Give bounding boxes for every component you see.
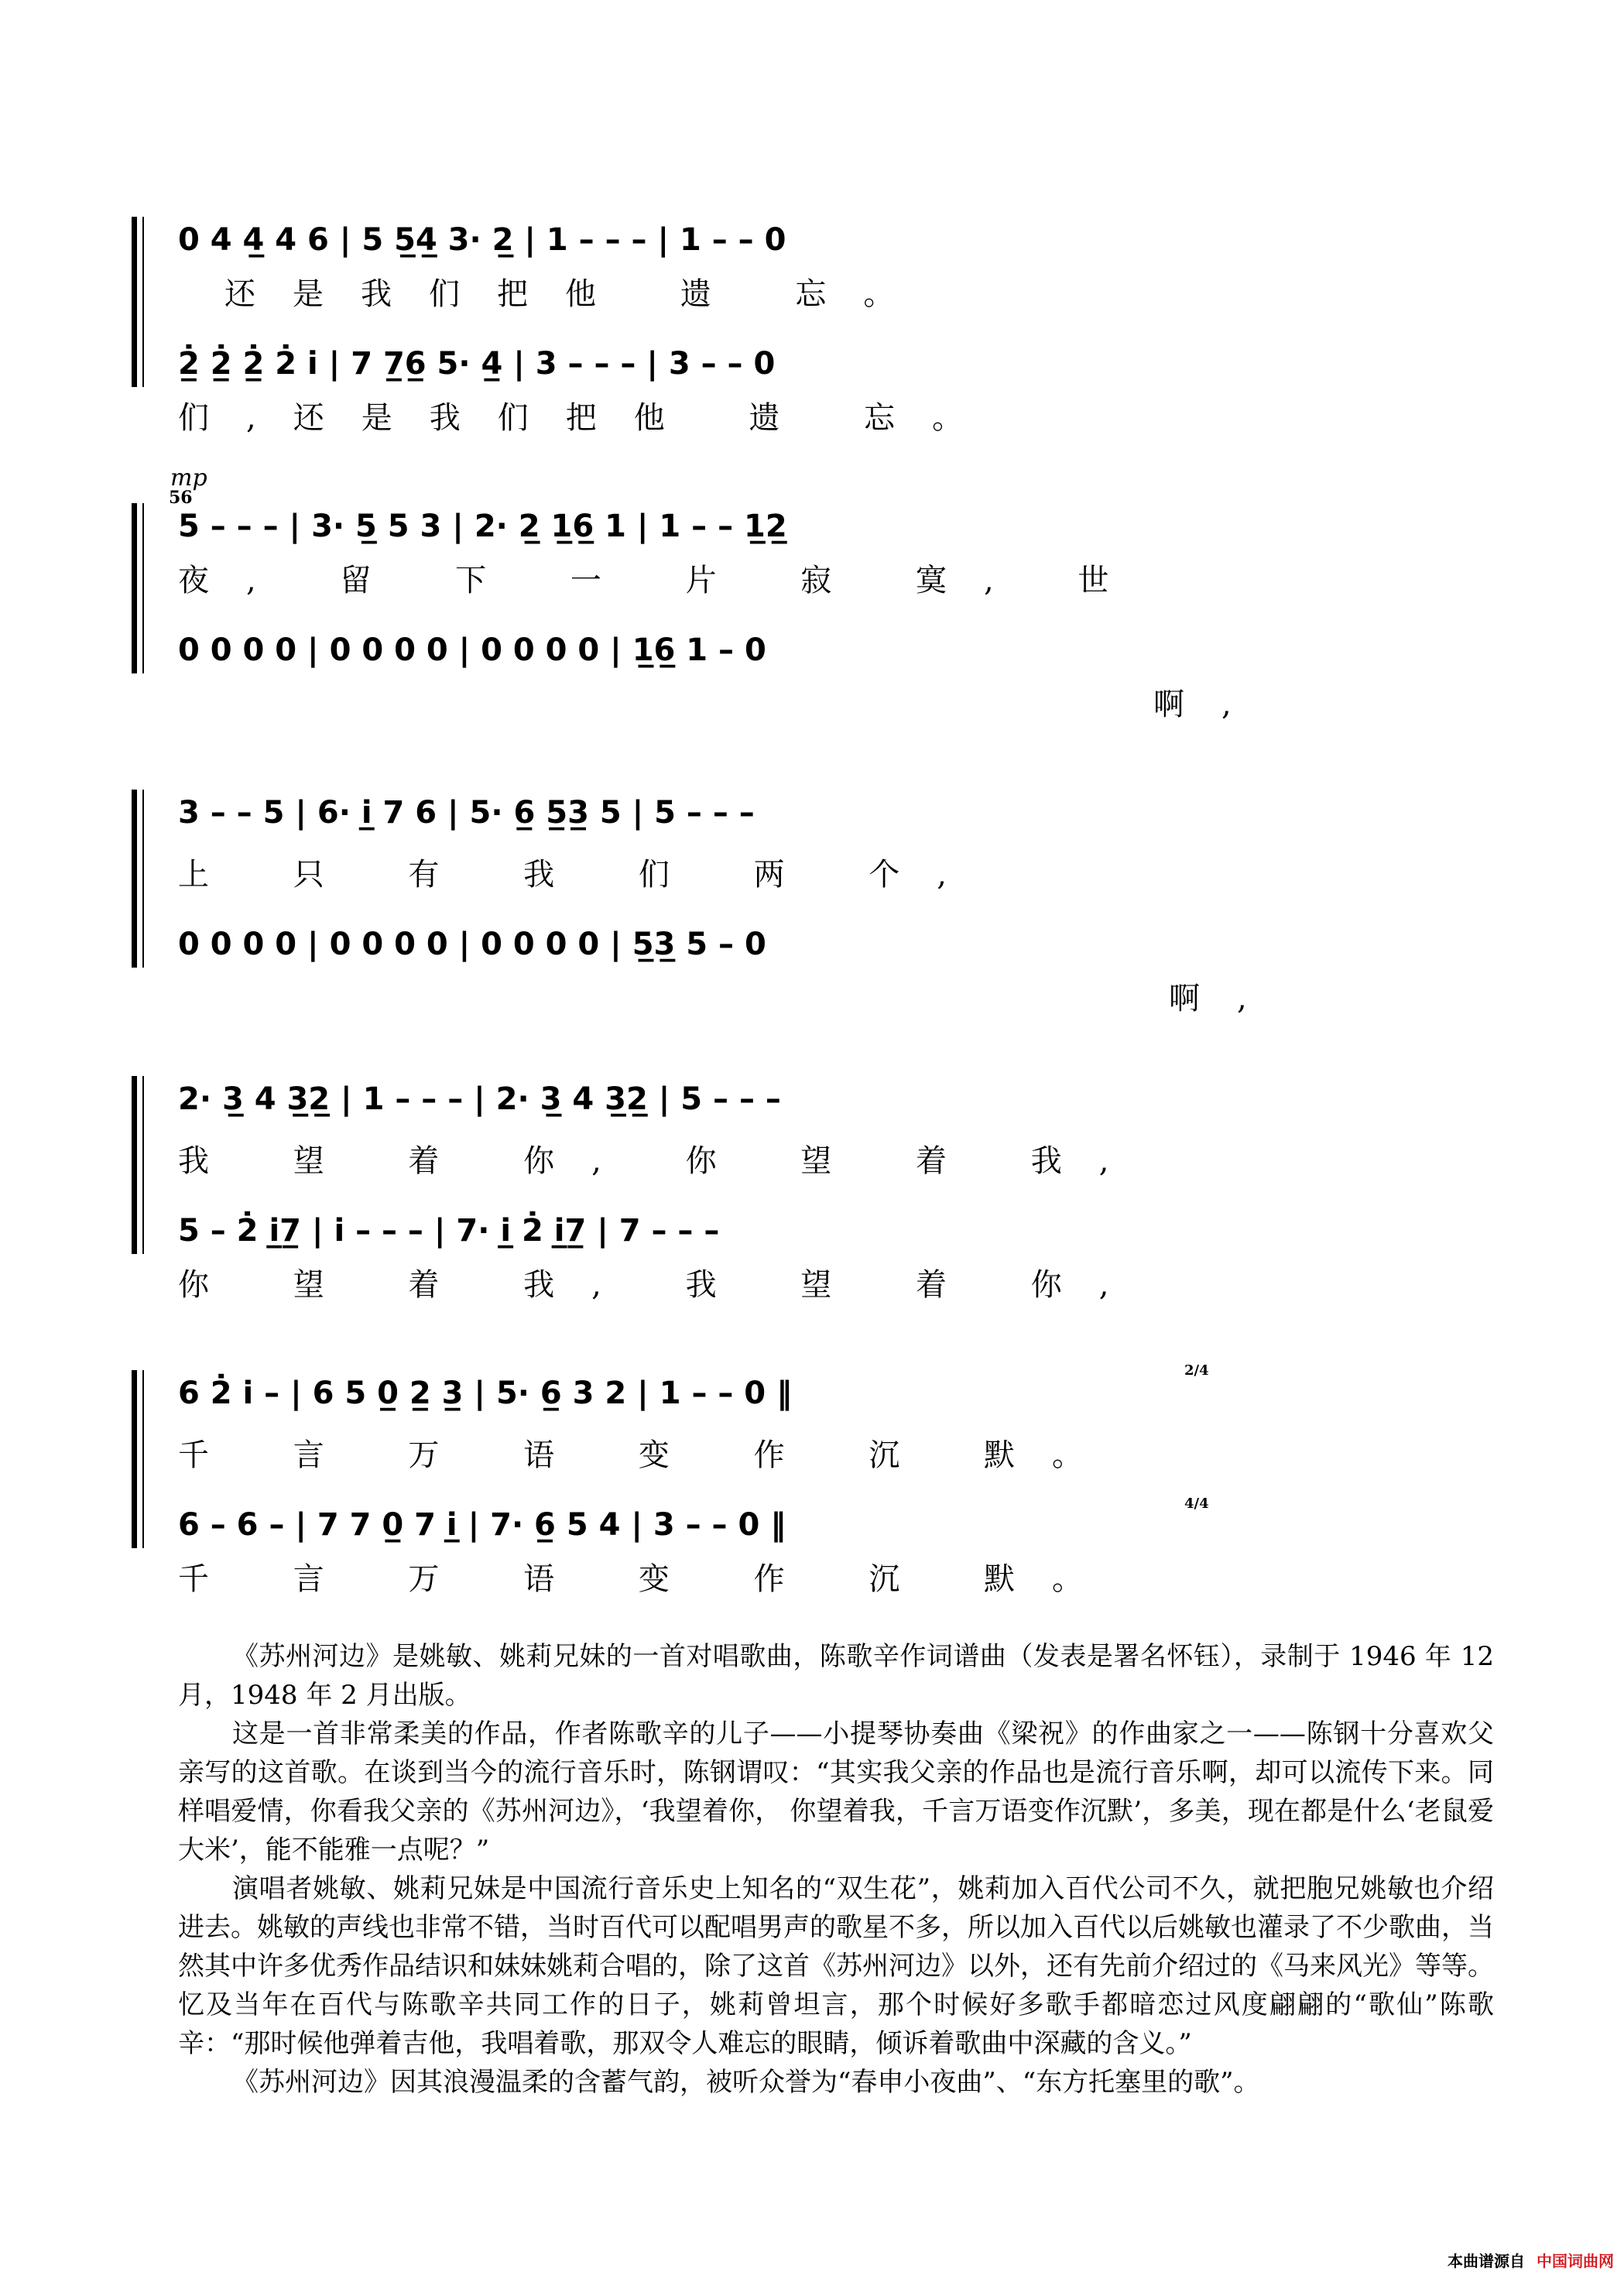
upper-voice-notes: 0 4 4̲ 4 6 | 5 5̲4̲ 3· 2̲ | 1 – – – | 1 – – 0	[178, 222, 786, 258]
score-system-3	[132, 790, 1502, 1016]
lower-voice-notes: 6 – 6 – | 7 7 0̲ 7 i̲ | 7· 6̲ 5 4 | 3 – – 0 ‖	[178, 1507, 786, 1543]
score-system-5	[132, 1362, 1502, 1597]
lower-voice-notes: 0 0 0 0 | 0 0 0 0 | 0 0 0 0 | 1̲6̲ 1 – 0	[178, 632, 766, 668]
footer-source-label: 本曲谱源自	[1448, 2253, 1525, 2270]
lower-voice-lyrics: 千 言 万 语 变 作 沉 默。	[178, 1561, 1121, 1597]
upper-voice-notes: 6 2̇ i – | 6 5 0̲ 2̲ 3̲ | 5· 6̲ 3 2 | 1 – – 0 ‖	[178, 1376, 793, 1411]
meter-change-lower: 4/4	[1184, 1496, 1209, 1512]
upper-voice-lyrics: 还是我们把他 遗 忘。	[224, 276, 932, 312]
lower-voice-lyrics: 你 望 着 我, 我 望 着 你,	[178, 1267, 1146, 1303]
upper-voice-notes: 5 – – – | 3· 5̲ 5 3 | 2· 2̲ 1̲6̲ 1 | 1 – – 1̲2̲	[178, 509, 787, 544]
upper-voice-notes: 2· 3̲ 4 3̲2̲ | 1 – – – | 2· 3̲ 4 3̲2̲ | 5 – – –	[178, 1081, 781, 1117]
footer-site-label: 中国词曲网	[1537, 2253, 1614, 2270]
upper-voice-lyrics: 夜, 留 下 一 片 寂 寞, 世	[178, 563, 1146, 598]
paragraph-2: 这是一首非常柔美的作品，作者陈歌辛的儿子——小提琴协奏曲《梁祝》的作曲家之一——陈钢十分喜欢父亲写的这首歌。在谈到当今的流行音乐时，陈钢谓叹：“其实我父亲的作品也是流行音乐啊，却可以流传下来。同样唱爱情，你看我父亲的《苏州河边》，‘我望着你， 你望着我，千言万语变作沉默’，多美，现在都是什么‘老鼠爱大米’，能不能雅一点呢？”	[178, 1718, 1494, 1866]
lower-voice-notes: 2̲̇ 2̲̇ 2̲̇ 2̇ i̇ | 7 7̲6̲ 5· 4̲ | 3 – – – | 3 – – 0	[178, 346, 776, 382]
upper-voice-notes: 3 – – 5 | 6· i̲ 7 6 | 5· 6̲ 5̲3̲ 5 | 5 – – –	[178, 795, 755, 831]
meter-change-upper: 2/4	[1184, 1362, 1209, 1379]
lower-voice-lyrics: 啊,	[1169, 981, 1284, 1016]
score-system-4	[132, 1076, 1502, 1303]
lower-voice-notes: 5 – 2̇ i̲7̲ | i – – – | 7· i̲ 2̇ i̲7̲ | 7 – – –	[178, 1213, 720, 1249]
paragraph-4: 《苏州河边》因其浪漫温柔的含蓄气韵，被听众誉为“春申小夜曲”、“东方托塞里的歌”。	[232, 2067, 1260, 2098]
upper-voice-lyrics: 千 言 万 语 变 作 沉 默。	[178, 1437, 1121, 1473]
lower-voice-lyrics: 们,还是我们把他 遗 忘。	[178, 400, 1001, 436]
tempo-mark: 56	[169, 488, 193, 508]
paragraph-3: 演唱者姚敏、姚莉兄妹是中国流行音乐史上知名的“双生花”，姚莉加入百代公司不久，就把胞兄姚敏也介绍进去。姚敏的声线也非常不错，当时百代可以配唱男声的歌星不多，所以加入百代以后姚敏也灌录了不少歌曲，当然其中许多优秀作品结识和妹妹姚莉合唱的，除了这首《苏州河边》以外，还有先前介绍过的《马来风光》等等。忆及当年在百代与陈歌辛共同工作的日子，姚莉曾坦言，那个时候好多歌手都暗恋过风度翩翩的“歌仙”陈歌辛：“那时候他弹着吉他，我唱着歌，那双令人难忘的眼睛，倾诉着歌曲中深藏的含义。”	[178, 1873, 1494, 2059]
score-system-2	[132, 464, 1502, 722]
commentary	[178, 1637, 1494, 2102]
lower-voice-notes: 0 0 0 0 | 0 0 0 0 | 0 0 0 0 | 5̲3̲ 5 – 0	[178, 927, 766, 962]
lower-voice-lyrics: 啊,	[1153, 687, 1269, 722]
score-system-1	[132, 209, 1502, 436]
paragraph-1: 《苏州河边》是姚敏、姚莉兄妹的一首对唱歌曲，陈歌辛作词谱曲（发表是署名怀钰），录制于 1946 年 12 月，1948 年 2 月出版。	[178, 1641, 1494, 1711]
dynamic-mark: mp	[170, 464, 207, 492]
upper-voice-lyrics: 上 只 有 我 们 两 个,	[178, 857, 985, 893]
upper-voice-lyrics: 我 望 着 你, 你 望 着 我,	[178, 1143, 1146, 1179]
